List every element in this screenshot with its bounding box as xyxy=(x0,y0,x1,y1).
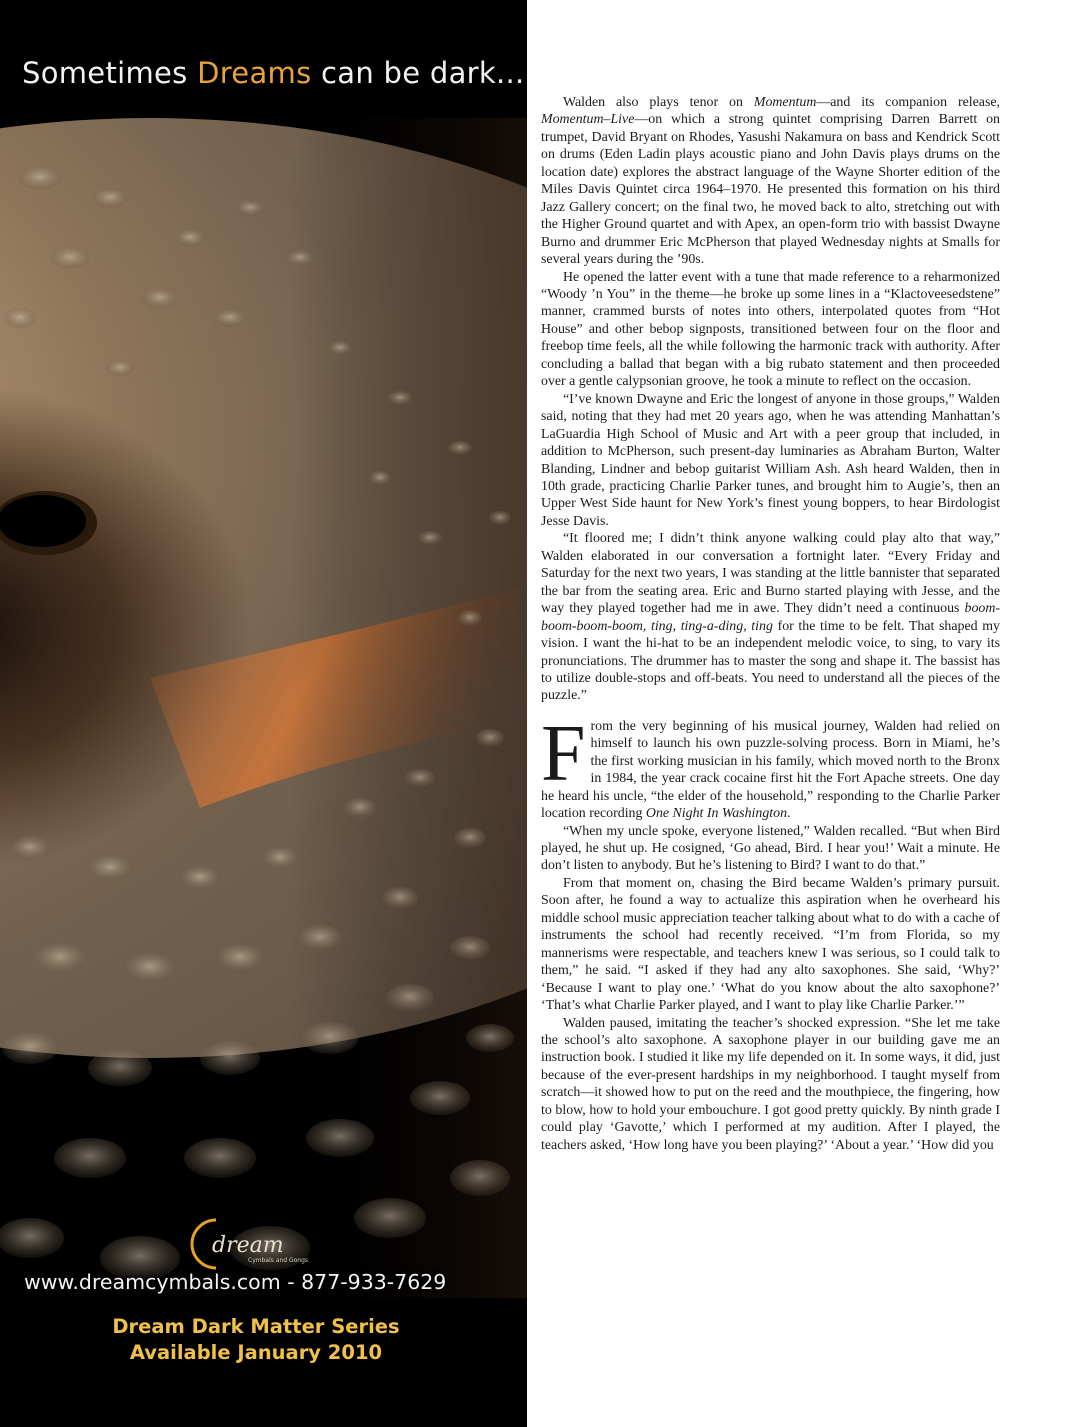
headline-accent-word: Dreams xyxy=(197,56,312,90)
headline-text-start: Sometimes xyxy=(22,56,198,90)
article-paragraph: Walden also plays tenor on Momentum—and its companion release, Momentum–Live—on which a strong quintet comprising Darren Barrett on trumpet, David Bryant on Rhodes, Yasushi Nakamura on bass and Kendrick Scott on drums (Eden Ladin plays acoustic piano and John Davis plays drums on the location date) explores the abstract language of the Wayne Shorter edition of the Miles Davis Quintet circa 1964–1970. He presented this formation on his third Jazz Gallery concert; on the final two, he moved back to alto, stretching out with the Higher Ground quartet and with Apex, an open-form trio with bassist Dwayne Burno and drummer Eric McPherson that played Wednesday nights at Smalls for several years during the ’90s. xyxy=(541,95,1000,268)
italic-title: Momentum xyxy=(753,95,817,110)
paragraph-body: rom the very beginning of his musical journey, Walden had relied on himself to launch his own puzzle-solving process. Born in Miami, he’s the first working musician in his family, which moved north to the Bronx in 1984, the year crack cocaine first hit the Fort Apache streets. One day he heard his uncle, “the elder of the household,” responding to the Charlie Parker location recording One Night In Washington. xyxy=(541,718,1000,822)
series-availability: Available January 2010 xyxy=(129,1341,383,1364)
logo-wordmark: dream xyxy=(212,1233,284,1258)
ad-contact-line: www.dreamcymbals.com - 877-933-7629 xyxy=(24,1270,447,1294)
article-column xyxy=(541,94,1000,1154)
drop-cap: F xyxy=(541,709,586,798)
logo-tagline: Cymbals and Gongs xyxy=(248,1257,309,1264)
cymbal-advertisement xyxy=(0,0,527,1427)
article-paragraph: “It floored me; I didn’t think anyone walking could play alto that way,” Walden elaborated in our conversation a fortnight later. “Every Friday and Saturday for the next two years, I was standing at the little bannister that separated the bar from the seating area. Eric and Burno started playing with Jesse, and the way they played together had me in awe. They didn’t need a continuous boom-boom-boom-boom, ting, ting-a-ding, ting for the time to be felt. That shaped my vision. I want the hi-hat to be an independent melodic voice, to sing, to vary its pronunciations. The drummer has to master the song and shape it. The bassist has to utilize double-stops and off-beats. You need to understand all the pieces of the puzzle.” xyxy=(541,531,1000,704)
article-paragraph: He opened the latter event with a tune that made reference to a reharmonized “Woody ’n You” in the theme—he broke up some lines in a “Klactoveesedstene” manner, crammed bursts of notes into others, interpolated quotes from “Hot House” and other bebop signposts, transitioned between four on the floor and freebop time feels, all the while following the harmonic track with authority. After concluding a ballad that began with a big rubato statement and then proceeded over a gentle calypsonian groove, he took a minute to reflect on the occasion. xyxy=(541,269,1000,390)
italic-title: Momentum–Live xyxy=(541,112,635,128)
article-paragraph-section-start xyxy=(541,709,1000,823)
article-paragraph: Walden paused, imitating the teacher’s shocked expression. “She let me take the school’s alto saxophone. A saxophone player in our building gave me an instruction book. I studied it like my life depended on it. In some ways, it did, just because of the ever-present hardships in my neighborhood. I taught myself from scratch—it showed how to put on the reed and the mouthpiece, the fingering, how to blow, how to hold your embouchure. I got good pretty quickly. By ninth grade I could play ‘Gavotte,’ which I performed at my audition. After I played, the teachers asked, ‘How long have you been playing?’ ‘About a year.’ ‘How did you xyxy=(541,1015,1000,1153)
article-paragraph: “I’ve known Dwayne and Eric the longest of anyone in those groups,” Walden said, noting that they had met 20 years ago, when he was attending Manhattan’s LaGuardia High School of Music and Art with a peer group that included, in addition to McPherson, such present-day luminaries as Abraham Burton, Walter Blanding, Lindner and bebop guitarist William Ash. Ash heard Walden, then in 10th grade, practicing Charlie Parker tunes, and brought him to Augie’s, then an Upper West Side haunt for New York’s finest young boppers, to hear Birdologist Jesse Davis. xyxy=(541,391,1000,529)
ad-headline xyxy=(22,56,525,90)
cymbal-photo xyxy=(0,118,527,1298)
italic-title: boom-boom-boom-boom, ting, ting-a-ding, ting xyxy=(541,601,1000,634)
italic-title: One Night In Washington xyxy=(645,806,788,822)
headline-text-end: can be dark... xyxy=(311,56,525,90)
ad-series-announcement xyxy=(0,1314,512,1366)
article-paragraph: “When my uncle spoke, everyone listened,” Walden recalled. “But when Bird played, he shut up. He cosigned, ‘Go ahead, Bird. I hear you!’ Wait a minute. He don’t listen to anybody. But he’s listening to Bird? I want to do that.” xyxy=(541,823,1000,874)
article-paragraph: From that moment on, chasing the Bird became Walden’s primary pursuit. Soon after, he found a way to actualize this aspiration when he overheard his middle school music appreciation teacher talking about what to do with a cache of instruments the school had recently received. “I’m from Florida, so my mannerisms were respectable, and teachers knew I was serious, so I could talk to them,” he said. “I asked if they had any alto saxophones. She said, ‘Why?’ ‘Because I want to play one.’ ‘What do you know about the alto saxophone?’ ‘That’s what Charlie Parker played, and I want to play like Charlie Parker.’” xyxy=(541,875,1000,1014)
series-name: Dream Dark Matter Series xyxy=(112,1315,400,1338)
